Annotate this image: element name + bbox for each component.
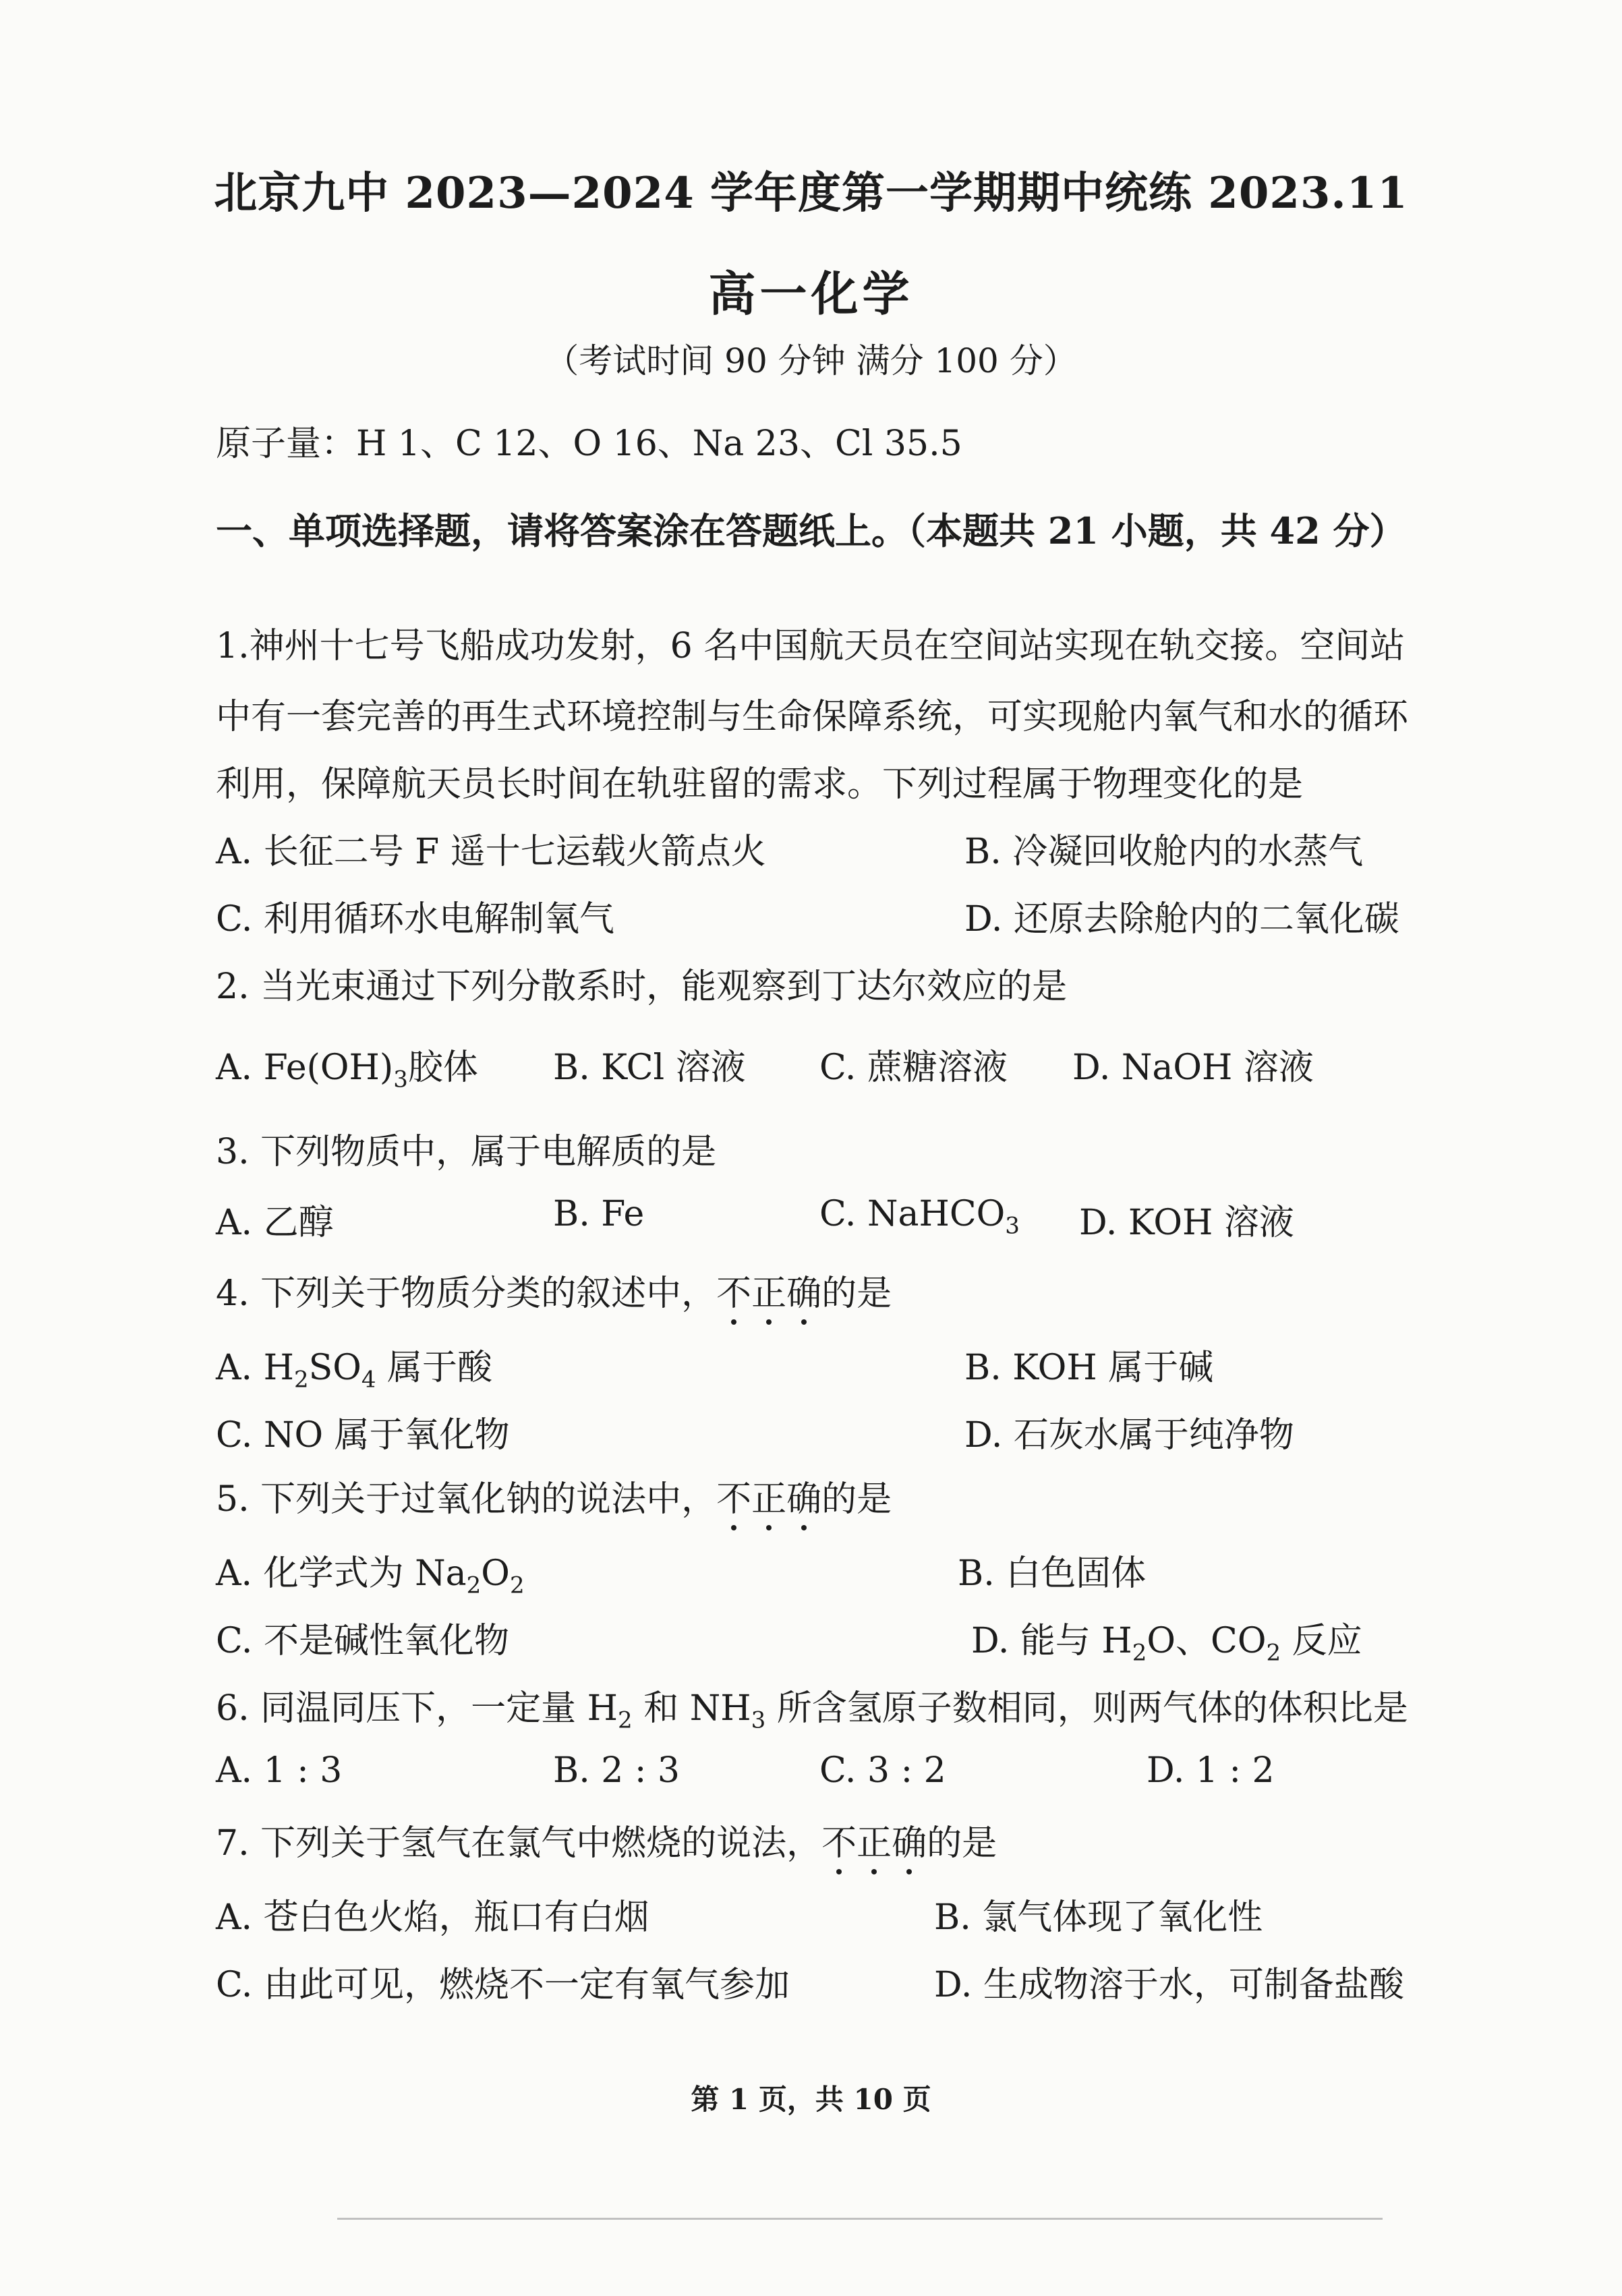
- q5-option-a-mid: O: [481, 1553, 510, 1594]
- q6-option-b: B. 2 : 3: [553, 1750, 680, 1791]
- q6-stem-sub2: 3: [751, 1706, 766, 1734]
- q1-line2: 中有一套完善的再生式环境控制与生命保障系统，可实现舱内氧气和水的循环: [216, 697, 1409, 737]
- q4-option-b: B. KOH 属于碱: [964, 1348, 1214, 1388]
- q4-stem-emph-text: 不正确: [716, 1273, 822, 1314]
- q5-option-a-sub1: 2: [466, 1572, 482, 1599]
- q4-option-a: [216, 1339, 492, 1393]
- q7-option-b: B. 氯气体现了氧化性: [934, 1897, 1263, 1938]
- emphasis-dot-icon: [766, 1525, 772, 1530]
- q6-stem-mid: 和 NH: [632, 1688, 751, 1729]
- q7-stem-pre: 7. 下列关于氢气在氯气中燃烧的说法，: [216, 1823, 822, 1864]
- q5-stem: [216, 1470, 1430, 1521]
- q1-option-b: B. 冷凝回收舱内的水蒸气: [964, 832, 1364, 872]
- bottom-divider: [337, 2218, 1383, 2220]
- q6-stem-post: 所含氢原子数相同，则两气体的体积比是: [765, 1688, 1408, 1729]
- q5-option-a: [216, 1545, 525, 1599]
- q4-option-a-mid: SO: [308, 1348, 361, 1388]
- page-number: 第 1 页，共 10 页: [691, 2083, 931, 2116]
- emphasis-dot-icon: [836, 1869, 842, 1874]
- q2-option-a-suffix: 胶体: [407, 1047, 478, 1088]
- q1-option-c: C. 利用循环水电解制氧气: [216, 899, 614, 940]
- q4-option-c: C. NO 属于氧化物: [216, 1415, 510, 1456]
- section-heading: 一、单项选择题，请将答案涂在答题纸上。（本题共 21 小题，共 42 分）: [216, 509, 1406, 552]
- q6-option-c: C. 3 : 2: [819, 1750, 946, 1791]
- q6-stem: [216, 1680, 1430, 1733]
- q2-stem: 2. 当光束通过下列分散系时，能观察到丁达尔效应的是: [216, 967, 1068, 1007]
- q2-option-a-subscript: 3: [393, 1066, 408, 1093]
- q3-option-c-text: C. NaHCO: [819, 1194, 1006, 1234]
- q3-stem: 3. 下列物质中，属于电解质的是: [216, 1132, 717, 1172]
- q5-option-d-sub1: 2: [1132, 1639, 1147, 1667]
- q7-stem: [216, 1814, 1430, 1865]
- emphasis-dot-icon: [731, 1319, 736, 1325]
- q7-stem-post: 的是: [927, 1823, 997, 1864]
- q4-option-a-sub2: 4: [361, 1366, 376, 1394]
- q3-option-b: B. Fe: [553, 1194, 645, 1234]
- q5-option-c: C. 不是碱性氧化物: [216, 1621, 509, 1661]
- q3-option-c-subscript: 3: [1005, 1212, 1020, 1240]
- exam-info: （考试时间 90 分钟 满分 100 分）: [545, 341, 1077, 380]
- q4-stem-pre: 4. 下列关于物质分类的叙述中，: [216, 1273, 717, 1314]
- q5-stem-pre: 5. 下列关于过氧化钠的说法中，: [216, 1479, 717, 1520]
- q4-option-d: D. 石灰水属于纯净物: [964, 1415, 1294, 1456]
- q6-stem-pre: 6. 同温同压下，一定量 H: [216, 1688, 618, 1729]
- emphasis-dot-icon: [871, 1869, 877, 1874]
- q7-option-c: C. 由此可见，燃烧不一定有氧气参加: [216, 1965, 790, 2005]
- atomic-masses: 原子量：H 1、C 12、O 16、Na 23、Cl 35.5: [216, 424, 962, 464]
- q5-option-d-text: D. 能与 H: [971, 1621, 1132, 1661]
- q4-stem: [216, 1265, 1430, 1315]
- emphasis-dot-icon: [731, 1525, 736, 1530]
- emphasis-dot-icon: [766, 1319, 772, 1325]
- q2-option-d: D. NaOH 溶液: [1072, 1047, 1314, 1088]
- q7-option-d: D. 生成物溶于水，可制备盐酸: [934, 1965, 1404, 2005]
- q2-option-c: C. 蔗糖溶液: [819, 1047, 1008, 1088]
- q7-stem-emph-text: 不正确: [821, 1823, 927, 1864]
- q3-option-d: D. KOH 溶液: [1079, 1203, 1294, 1243]
- q5-stem-post: 的是: [821, 1479, 892, 1520]
- q5-stem-emph-text: 不正确: [716, 1479, 822, 1520]
- q5-option-d-sub2: 2: [1266, 1639, 1281, 1667]
- emphasis-dot-icon: [801, 1319, 807, 1325]
- q4-option-a-text: A. H: [216, 1348, 294, 1388]
- q4-stem-post: 的是: [821, 1273, 892, 1314]
- q4-option-a-suffix: 属于酸: [376, 1348, 493, 1388]
- q5-option-d-mid: O、CO: [1147, 1621, 1267, 1661]
- q2-option-a: [216, 1039, 478, 1093]
- q7-stem-emphasis: [821, 1814, 927, 1865]
- emphasis-dot-icon: [801, 1525, 807, 1530]
- q6-stem-sub1: 2: [618, 1706, 633, 1734]
- q2-option-b: B. KCl 溶液: [553, 1047, 746, 1088]
- q5-option-a-text: A. 化学式为 Na: [216, 1553, 467, 1594]
- q5-option-d-suffix: 反应: [1281, 1621, 1362, 1661]
- q5-option-b: B. 白色固体: [958, 1553, 1147, 1594]
- q4-option-a-sub1: 2: [293, 1366, 309, 1394]
- q7-option-a: A. 苍白色火焰，瓶口有白烟: [216, 1897, 649, 1938]
- subject-title: 高一化学: [708, 266, 914, 322]
- q4-stem-emphasis: [716, 1265, 821, 1315]
- q1-line1: 1.神州十七号飞船成功发射，6 名中国航天员在空间站实现在轨交接。空间站: [216, 626, 1406, 666]
- q1-line3: 利用，保障航天员长时间在轨驻留的需求。下列过程属于物理变化的是: [216, 764, 1304, 805]
- emphasis-dot-icon: [906, 1869, 912, 1874]
- q6-option-a: A. 1 : 3: [216, 1750, 343, 1791]
- q5-option-a-sub2: 2: [509, 1572, 525, 1599]
- q3-option-a: A. 乙醇: [216, 1203, 334, 1243]
- exam-title: 北京九中 2023—2024 学年度第一学期期中统练 2023.11: [214, 168, 1408, 219]
- q5-stem-emphasis: [716, 1470, 821, 1521]
- q6-option-d: D. 1 : 2: [1147, 1750, 1275, 1791]
- q2-option-a-text: A. Fe(OH): [216, 1047, 394, 1088]
- q5-option-d: [971, 1612, 1362, 1666]
- q1-option-a: A. 长征二号 F 遥十七运载火箭点火: [216, 832, 766, 872]
- q3-option-c: [819, 1194, 1020, 1239]
- q1-option-d: D. 还原去除舱内的二氧化碳: [964, 899, 1399, 940]
